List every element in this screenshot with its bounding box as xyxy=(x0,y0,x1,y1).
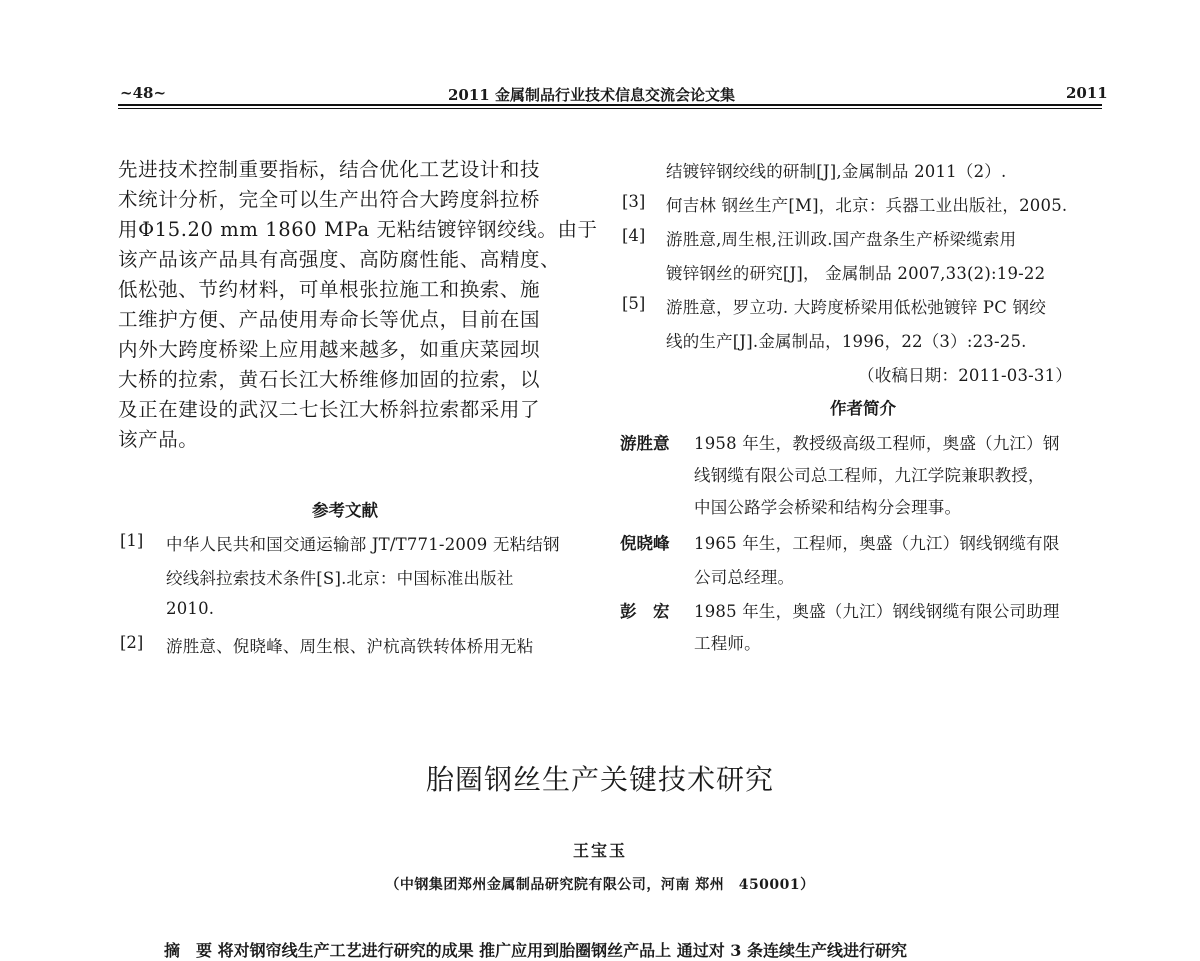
header-rule-thin xyxy=(118,108,1102,109)
body-line: 低松弛、节约材料，可单根张拉施工和换索、施 xyxy=(118,278,541,301)
reference-line: 2010. xyxy=(166,599,215,618)
received-date: （收稿日期：2011-03-31） xyxy=(858,366,1073,385)
body-line: 内外大跨度桥梁上应用越来越多，如重庆菜园坝 xyxy=(118,338,541,361)
article-abstract: 摘 要 将对钢帘线生产工艺进行研究的成果 推广应用到胎圈钢丝产品上 通过对 3 条连续生产线进行研究 xyxy=(164,941,907,960)
bio-line: 1985 年生，奥盛（九江）钢线钢缆有限公司助理 xyxy=(694,602,1060,621)
reference-line: 线的生产[J].金属制品，1996，22（3）:23-25. xyxy=(666,332,1027,351)
header-rule-thick xyxy=(118,104,1102,106)
journal-title: 2011 金属制品行业技术信息交流会论文集 xyxy=(448,86,735,104)
article-title: 胎圈钢丝生产关键技术研究 xyxy=(425,763,774,796)
reference-number: [3] xyxy=(622,192,646,211)
reference-number: [5] xyxy=(622,294,646,313)
body-line: 术统计分析，完全可以生产出符合大跨度斜拉桥 xyxy=(118,188,541,211)
reference-line: 中华人民共和国交通运输部 JT/T771-2009 无粘结钢 xyxy=(166,535,560,554)
reference-number: [4] xyxy=(622,226,646,245)
body-line: 该产品。 xyxy=(118,428,199,451)
body-line: 先进技术控制重要指标，结合优化工艺设计和技 xyxy=(118,158,541,181)
references-heading: 参考文献 xyxy=(312,501,378,520)
header-year: 2011 xyxy=(1066,84,1108,102)
body-line: 大桥的拉索，黄石长江大桥维修加固的拉索，以 xyxy=(118,368,541,391)
body-line: 工维护方便、产品使用寿命长等优点，目前在国 xyxy=(118,308,541,331)
body-line: 用Φ15.20 mm 1860 MPa 无粘结镀锌钢绞线。由于 xyxy=(118,218,598,241)
author-intro-heading: 作者简介 xyxy=(830,399,896,418)
bio-line: 公司总经理。 xyxy=(694,568,795,587)
body-line: 及正在建设的武汉二七长江大桥斜拉索都采用了 xyxy=(118,398,541,421)
reference-line: 镀锌钢丝的研究[J]， 金属制品 2007,33(2):19-22 xyxy=(666,264,1046,283)
bio-line: 1958 年生，教授级高级工程师，奥盛（九江）钢 xyxy=(694,434,1060,453)
article-author: 王宝玉 xyxy=(572,841,627,860)
reference-number: [1] xyxy=(120,531,144,550)
reference-line: 游胜意、倪晓峰、周生根、沪杭高铁转体桥用无粘 xyxy=(166,637,534,656)
reference-line: 何吉林 钢丝生产[M]，北京：兵器工业出版社，2005. xyxy=(666,196,1068,215)
reference-line: 游胜意,周生根,汪训政.国产盘条生产桥梁缆索用 xyxy=(666,230,1017,249)
article-affiliation: （中钢集团郑州金属制品研究院有限公司，河南 郑州 450001） xyxy=(385,877,815,893)
bio-name: 倪晓峰 xyxy=(620,534,670,553)
bio-line: 中国公路学会桥梁和结构分会理事。 xyxy=(694,498,962,517)
reference-line: 游胜意，罗立功. 大跨度桥梁用低松弛镀锌 PC 钢绞 xyxy=(666,298,1046,317)
reference-line: 绞线斜拉索技术条件[S].北京：中国标准出版社 xyxy=(166,569,514,588)
bio-name: 彭 宏 xyxy=(620,602,670,621)
bio-line: 工程师。 xyxy=(694,634,761,653)
page-number: ~48~ xyxy=(120,84,167,102)
body-line: 该产品该产品具有高强度、高防腐性能、高精度、 xyxy=(118,248,561,271)
bio-name: 游胜意 xyxy=(620,434,670,453)
bio-line: 线钢缆有限公司总工程师，九江学院兼职教授， xyxy=(694,466,1045,485)
reference-continuation: 结镀锌钢绞线的研制[J],金属制品 2011（2）. xyxy=(666,162,1007,181)
bio-line: 1965 年生，工程师，奥盛（九江）钢线钢缆有限 xyxy=(694,534,1060,553)
reference-number: [2] xyxy=(120,633,144,652)
